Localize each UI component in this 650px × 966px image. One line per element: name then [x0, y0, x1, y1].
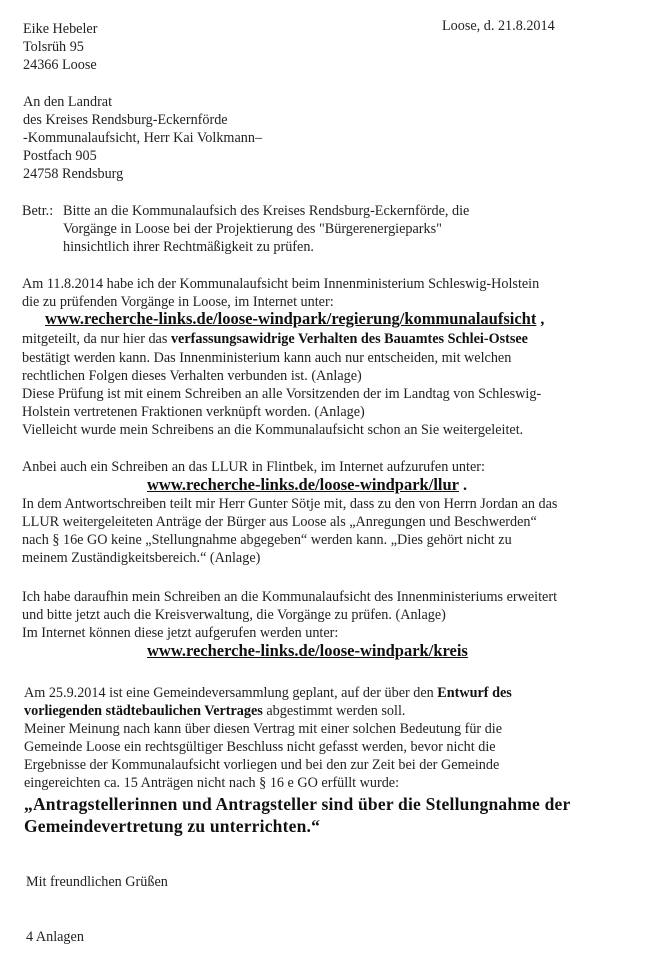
para1-line-8: Vielleicht wurde mein Schreibens an die Kommunalaufsicht schon an Sie weitergeleitet.: [22, 422, 524, 438]
para4-line-1-text: Am 25.9.2014 ist eine Gemeindeversammlung geplant, auf der über den: [24, 685, 438, 701]
para1-line-5: rechtlichen Folgen dieses Verhalten verbunden ist. (Anlage): [22, 368, 362, 384]
subject-label: Betr.:: [22, 203, 54, 219]
recipient-line-2: des Kreises Rendsburg-Eckernförde: [23, 112, 228, 128]
para3-line-1: Ich habe daraufhin mein Schreiben an die Kommunalaufsicht des Innenministeriums erweitert: [22, 589, 558, 605]
para1-line-3: [22, 330, 528, 348]
para1-line-4: bestätigt werden kann. Das Innenministerium kann auch nur entscheiden, mit welchen: [22, 350, 512, 366]
para2-line-3: LLUR weitergeleiteten Anträge der Bürger aus Loose als „Anregungen und Beschwerden“: [22, 514, 537, 530]
recipient-line-1: An den Landrat: [23, 94, 113, 110]
enclosures: 4 Anlagen: [26, 929, 84, 945]
para1-line-7: Holstein vertretenen Fraktionen verknüpft worden. (Anlage): [22, 404, 365, 420]
para4-line-3: Meiner Meinung nach kann über diesen Vertrag mit einer solchen Bedeutung für die: [24, 721, 503, 737]
link-kommunalaufsicht[interactable]: www.recherche-links.de/loose-windpark/regierung/kommunalaufsicht: [45, 309, 537, 328]
subject-line-2: Vorgänge in Loose bei der Projektierung des "Bürgerenergieparks": [63, 221, 442, 237]
para2-line-1: Anbei auch ein Schreiben an das LLUR in Flintbek, im Internet aufzurufen unter:: [22, 459, 485, 475]
recipient-line-5: 24758 Rendsburg: [23, 166, 124, 182]
sender-city: 24366 Loose: [23, 57, 97, 73]
para2-line-2: In dem Antwortschreiben teilt mir Herr Gunter Sötje mit, dass zu den von Herrn Jordan an das: [22, 496, 558, 512]
para4-line-2: [24, 702, 405, 720]
para1-line-6: Diese Prüfung ist mit einem Schreiben an alle Vorsitzenden der im Landtag von Schleswig-: [22, 386, 542, 402]
place-date: Loose, d. 21.8.2014: [442, 18, 555, 34]
para2-line-4: nach § 16e GO keine „Stellungnahme abgegeben“ werden kann. „Dies gehört nicht zu: [22, 532, 512, 548]
recipient-line-4: Postfach 905: [23, 148, 97, 164]
para1-line-3-bold: verfassungsawidrige Verhalten des Bauamtes Schlei-Ostsee: [170, 331, 528, 347]
para1-line-1: Am 11.8.2014 habe ich der Kommunalaufsicht beim Innenministerium Schleswig-Holstein: [22, 276, 540, 292]
para4-line-5: Ergebnisse der Kommunalaufsicht vorliegen und bei den zur Zeit bei der Gemeinde: [24, 757, 500, 773]
link-suffix: ,: [536, 311, 545, 328]
link-llur[interactable]: www.recherche-links.de/loose-windpark/llur: [147, 475, 459, 494]
subject-line-3: hinsichtlich ihrer Rechtmäßigkeit zu prüfen.: [63, 239, 314, 255]
para4-line-1: [24, 684, 512, 702]
recipient-line-3: -Kommunalaufsicht, Herr Kai Volkmann–: [23, 130, 263, 146]
closing: Mit freundlichen Grüßen: [26, 874, 168, 890]
sender-street: Tolsrüh 95: [23, 39, 84, 55]
quote-line-2: Gemeindevertretung zu unterrichten.“: [24, 816, 321, 836]
para3-line-2: und bitte jetzt auch die Kreisverwaltung, die Vorgänge zu prüfen. (Anlage): [22, 607, 446, 623]
link-kreis[interactable]: www.recherche-links.de/loose-windpark/kreis: [147, 641, 468, 660]
para2-line-5: meinem Zuständigkeitsbereich.“ (Anlage): [22, 550, 261, 566]
sender-name: Eike Hebeler: [23, 21, 98, 37]
para3-line-3: Im Internet können diese jetzt aufgerufen werden unter:: [22, 625, 339, 641]
para1-line-3-text: mitgeteilt, da nur hier das: [22, 331, 171, 347]
para4-line-2-bold: vorliegenden städtebaulichen Vertrages: [24, 703, 263, 719]
link-suffix: .: [459, 477, 467, 494]
quote-line-1: „Antragstellerinnen und Antragsteller sind über die Stellungnahme der: [24, 794, 571, 814]
subject-line-1: Bitte an die Kommunalaufsich des Kreises Rendsburg-Eckernförde, die: [63, 203, 470, 219]
para4-line-6: eingereichten ca. 15 Anträgen nicht nach § 16 e GO erfüllt wurde:: [24, 775, 400, 791]
para1-line-2: die zu prüfenden Vorgänge in Loose, im Internet unter:: [22, 294, 334, 310]
para4-line-1-bold: Entwurf des: [437, 685, 512, 701]
para4-line-2-text: abgestimmt werden soll.: [262, 703, 406, 719]
para4-line-4: Gemeinde Loose ein rechtsgültiger Beschluss nicht gefasst werden, bevor nicht die: [24, 739, 496, 755]
